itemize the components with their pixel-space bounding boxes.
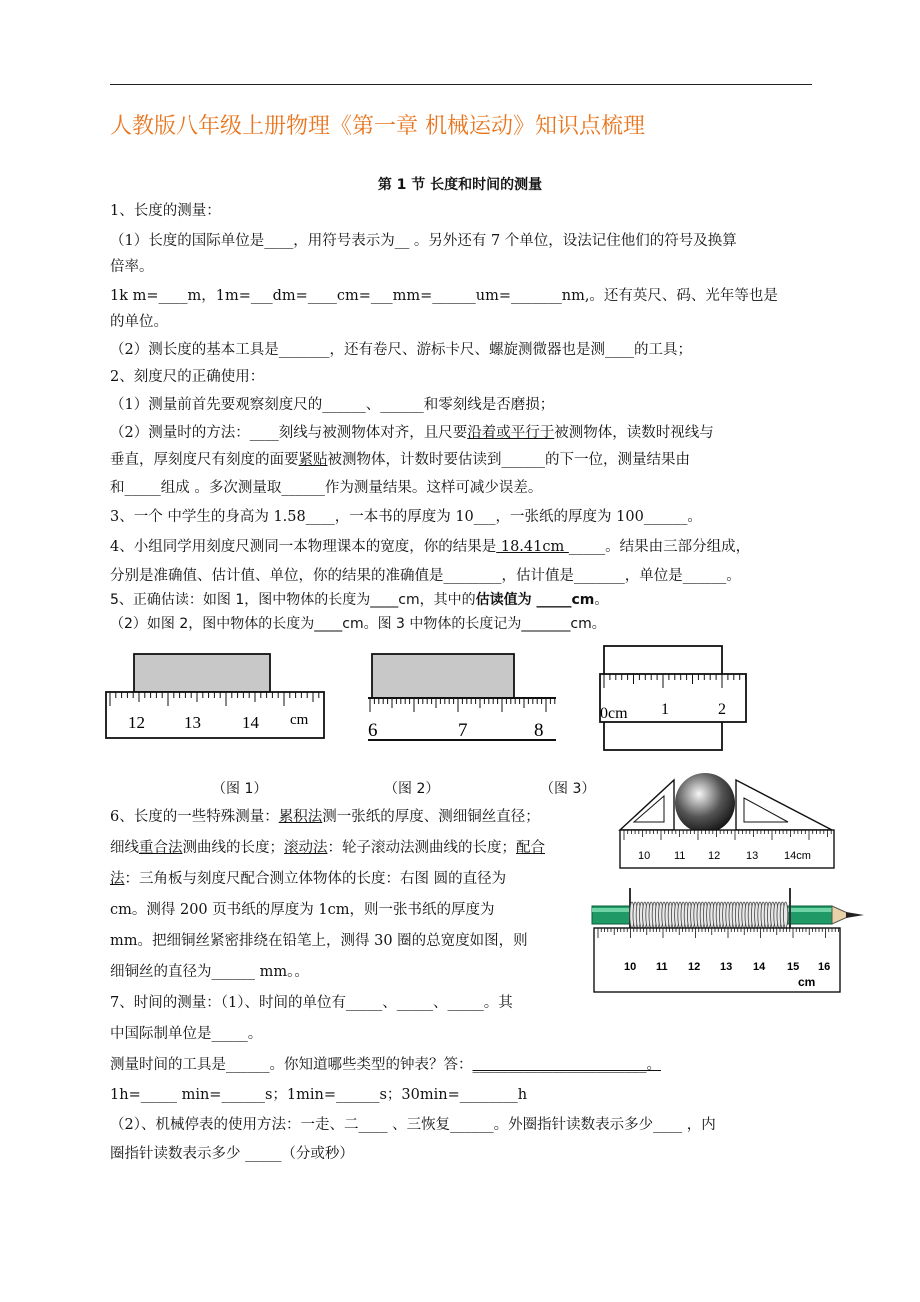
tick-label: 12	[708, 850, 721, 862]
tick-label: 0cm	[600, 705, 628, 722]
tick-label: 16	[818, 961, 831, 973]
text-line: 3、一个 中学生的身高为 1.58____，一本书的厚度为 10___，一张纸的厚度为 100______。	[110, 509, 702, 525]
coil-turn	[783, 902, 787, 928]
text-line	[110, 810, 540, 825]
text-line: （2）如图 2，图中物体的长度为____cm。图 3 中物体的长度记为_______cm。	[110, 616, 606, 632]
text-line	[110, 872, 506, 887]
text-segment: 6、长度的一些特殊测量：	[110, 809, 279, 825]
text-line: 倍率。	[110, 259, 154, 275]
text-line: 中国际制单位是_____。	[110, 1026, 263, 1042]
text-line	[110, 1058, 661, 1073]
text-segment: 。	[594, 592, 609, 608]
text-line	[110, 453, 690, 468]
underlined-term: 累积法	[278, 809, 323, 825]
tick-label: 13	[746, 850, 759, 862]
text-line: 1h=_____ min=______s；1min=______s；30min=________h	[110, 1087, 528, 1103]
ball-diameter-figure	[612, 772, 840, 872]
text-line: mm。把细铜丝紧密排绕在铅笔上，测得 30 圈的总宽度如图，则	[110, 933, 528, 949]
figure-2-ruler	[366, 650, 558, 742]
tick-label: 2	[718, 701, 726, 718]
text-line	[110, 593, 608, 607]
unit-label: cm	[798, 975, 816, 989]
underlined-answer: 18.41cm	[496, 539, 569, 555]
document-title: 人教版八年级上册物理《第一章 机械运动》知识点梳理	[110, 114, 645, 139]
text-segment: 细线	[110, 840, 139, 856]
tick-label: 10	[638, 850, 651, 862]
tick-label: 6	[368, 720, 378, 741]
tick-label: 11	[674, 850, 686, 862]
tick-label: 15	[787, 961, 800, 973]
text-segment: （2）测量时的方法：____刻线与被测物体对齐，且尺要	[110, 425, 468, 441]
text-line: （1）长度的国际单位是____，用符号表示为__ 。另外还有 7 个单位，设法记住他们的符号及换算	[110, 233, 737, 249]
text-line	[110, 540, 750, 555]
text-line: 7、时间的测量：（1）、时间的单位有_____、_____、_____。其	[110, 995, 513, 1011]
figure-2-caption: （图 2）	[384, 781, 440, 797]
underlined-term: 滚动法	[284, 840, 328, 856]
tick-label: 14	[753, 961, 766, 973]
text-line: 2、刻度尺的正确使用：	[110, 369, 265, 385]
tick-label: 12	[688, 961, 701, 973]
tick-label: 13	[720, 961, 733, 973]
text-line: 和_____组成 。多次测量取______作为测量结果。这样可减少误差。	[110, 480, 543, 496]
tick-label: 1	[661, 701, 669, 718]
tick-label: 12	[128, 713, 145, 732]
text-line: 的单位。	[110, 314, 168, 330]
text-line: （1）测量前首先要观察刻度尺的______、______和零刻线是否磨损；	[110, 397, 555, 413]
text-line: cm。测得 200 页书纸的厚度为 1cm，则一张书纸的厚度为	[110, 902, 495, 918]
text-segment: 测一张纸的厚度、测细铜丝直径；	[322, 809, 540, 825]
text-segment: ：轮子滚动法测曲线的长度；	[327, 840, 516, 856]
ball	[675, 773, 735, 833]
text-line	[110, 841, 545, 856]
figure-3-caption: （图 3）	[540, 781, 596, 797]
text-line	[110, 426, 714, 441]
tick-label: 10	[624, 961, 637, 973]
wire-coil-figure	[590, 884, 870, 996]
figure-3-ruler	[598, 644, 748, 752]
text-line: 1k m=____m，1m=___dm=____cm=___mm=______um=_______nm,。还有英尺、码、光年等也是	[110, 288, 778, 304]
text-segment: _____。结果由三部分组成，	[568, 539, 751, 555]
text-line: （2）测长度的基本工具是_______，还有卷尺、游标卡尺、螺旋测微器也是测____的工具；	[110, 342, 692, 358]
underlined-term: 重合法	[139, 840, 183, 856]
text-line: 1、长度的测量：	[110, 203, 221, 219]
text-segment: 5、正确估读：如图 1，图中物体的长度为____cm，其中的	[110, 592, 476, 608]
figure-1-ruler	[104, 650, 326, 742]
text-segment: 测曲线的长度；	[182, 840, 284, 856]
bold-segment: 估读值为 _____cm	[475, 592, 595, 608]
text-segment: 垂直，厚刻度尺有刻度的面要	[110, 452, 299, 468]
text-segment: 4、小组同学用刻度尺测同一本物理课本的宽度，你的结果是	[110, 539, 497, 555]
tick-label: 14	[242, 713, 259, 732]
unit-label: cm	[290, 712, 309, 728]
tick-label: 7	[458, 720, 468, 741]
underlined-term: 紧贴	[298, 452, 328, 468]
tick-label: 11	[656, 961, 668, 973]
underlined-term: 配合	[516, 840, 545, 856]
text-line: 圈指针读数表示多少 _____（分或秒）	[110, 1146, 354, 1162]
underlined-answer: ________________________。	[472, 1057, 661, 1073]
tick-label: 14cm	[784, 850, 811, 862]
text-segment: 被测物体，读数时视线与	[554, 425, 714, 441]
section-title: 第 1 节 长度和时间的测量	[377, 177, 543, 193]
text-line: 分别是准确值、估计值、单位，你的结果的准确值是________，估计值是_______，单位是______。	[110, 568, 741, 584]
underlined-term: 法	[110, 871, 125, 887]
top-rule	[110, 84, 812, 85]
tick-label: 13	[184, 713, 201, 732]
text-line: 细铜丝的直径为______ mm。。	[110, 964, 309, 980]
text-segment: 测量时间的工具是______。你知道哪些类型的钟表？答：	[110, 1057, 473, 1073]
underlined-term: 沿着或平行于	[467, 425, 555, 441]
tick-label: 8	[534, 720, 544, 741]
text-segment: 被测物体，计数时要估读到______的下一位，测量结果由	[327, 452, 690, 468]
text-line: （2）、机械停表的使用方法：一走、二____ 、三恢复______。外圈指针读数表示多少____ ，内	[110, 1117, 716, 1133]
text-segment: ：三角板与刻度尺配合测立体物体的长度：右图 圆的直径为	[124, 871, 507, 887]
figure-1-caption: （图 1）	[212, 781, 268, 797]
